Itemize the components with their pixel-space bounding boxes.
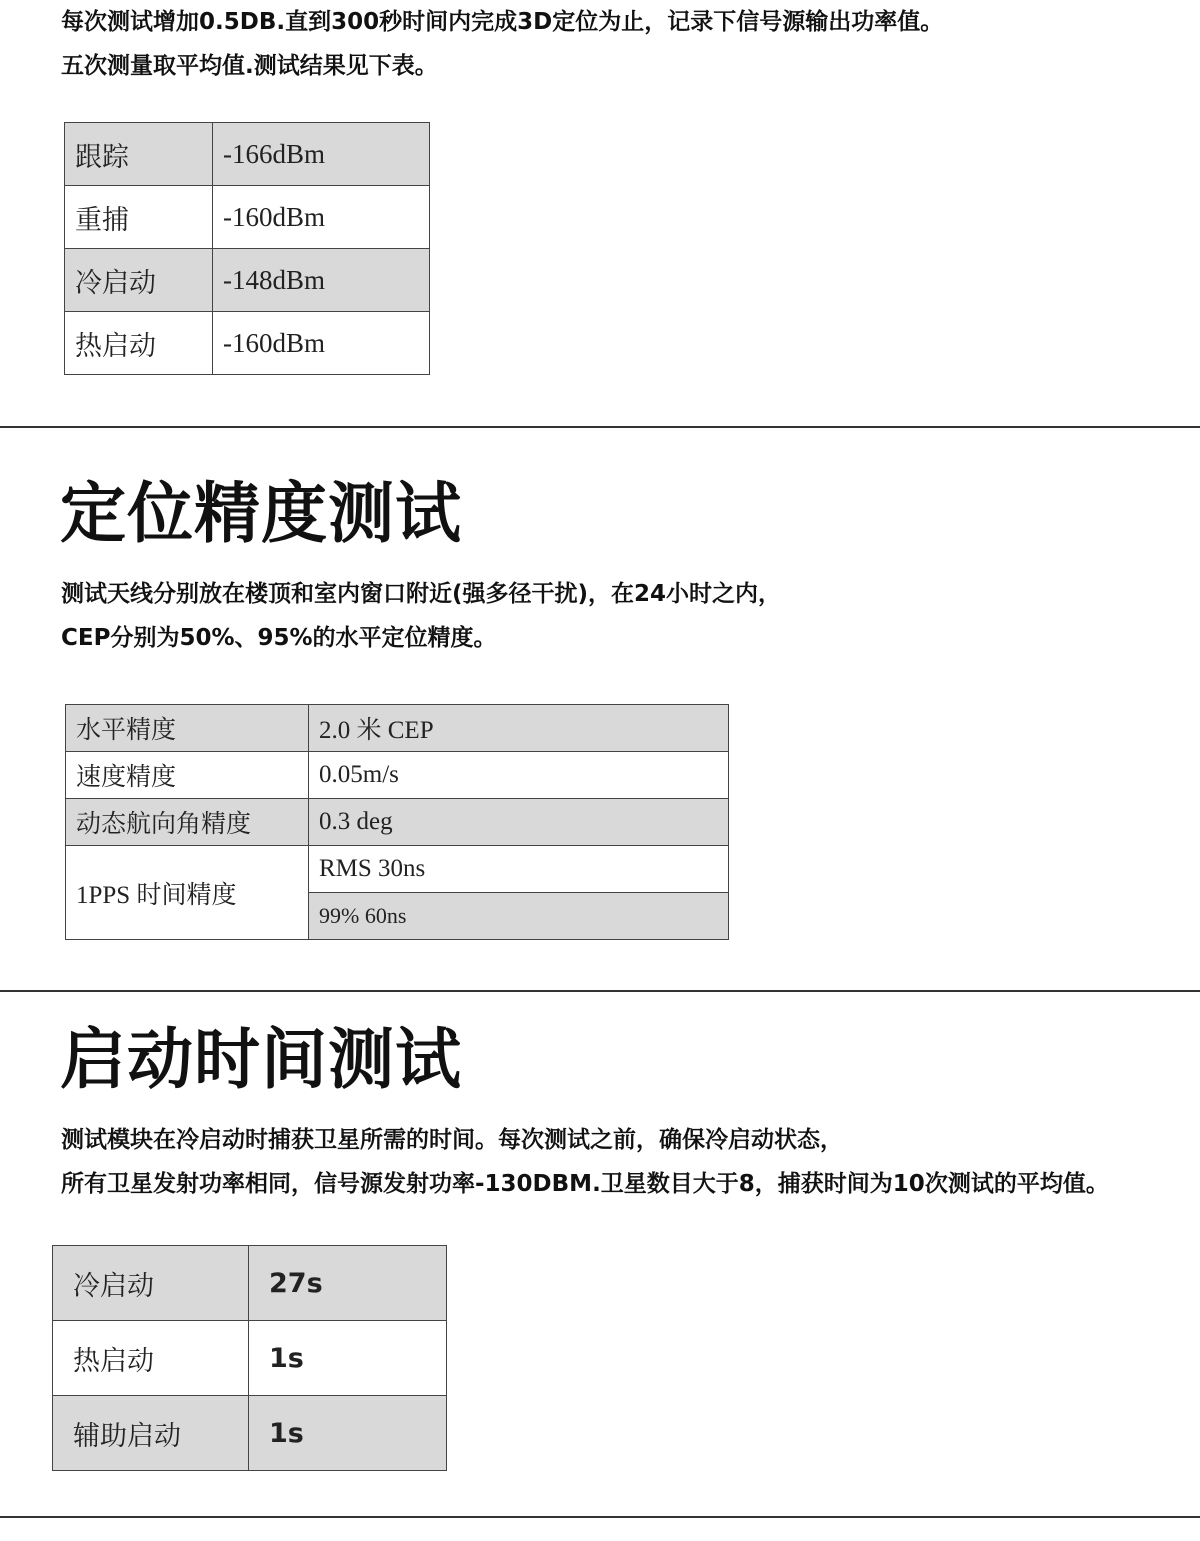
table-row: [53, 1321, 447, 1396]
startup-intro: [61, 1118, 1109, 1206]
row-label: 水平精度: [66, 705, 309, 752]
intro-line: 测试模块在冷启动时捕获卫星所需的时间。每次测试之前，确保冷启动状态，: [61, 1127, 843, 1153]
table-row: [65, 186, 430, 249]
table-row: [53, 1246, 447, 1321]
row-label: 速度精度: [66, 752, 309, 799]
row-value: -148dBm: [213, 249, 430, 312]
table-row: [65, 249, 430, 312]
row-label: 冷启动: [65, 249, 213, 312]
row-label: 跟踪: [65, 123, 213, 186]
section-title: 启动时间测试: [60, 1021, 462, 1098]
row-value: 1s: [249, 1321, 447, 1396]
row-label: 热启动: [65, 312, 213, 375]
table-row: [53, 1396, 447, 1471]
table-row: [66, 799, 729, 846]
intro-line: CEP分别为50%、95%的水平定位精度。: [61, 625, 497, 651]
intro-line: 测试天线分别放在楼顶和室内窗口附近(强多径干扰)，在24小时之内，: [61, 581, 782, 607]
row-value: 99% 60ns: [309, 893, 729, 940]
table-row: [66, 846, 729, 893]
intro-line: 每次测试增加0.5DB.直到300秒时间内完成3D定位为止，记录下信号源输出功率值。: [61, 9, 944, 35]
table-row: [66, 705, 729, 752]
row-label: 重捕: [65, 186, 213, 249]
row-value: 27s: [249, 1246, 447, 1321]
intro-line: 五次测量取平均值.测试结果见下表。: [61, 53, 438, 79]
row-label: 热启动: [53, 1321, 249, 1396]
row-value: 0.3 deg: [309, 799, 729, 846]
row-value: -160dBm: [213, 186, 430, 249]
row-value: RMS 30ns: [309, 846, 729, 893]
sensitivity-intro: [61, 0, 943, 88]
row-value: 2.0 米 CEP: [309, 705, 729, 752]
accuracy-table: [65, 704, 729, 940]
table-row: [65, 123, 430, 186]
section-divider: [0, 990, 1200, 992]
intro-line: 所有卫星发射功率相同，信号源发射功率-130DBM.卫星数目大于8，捕获时间为10次测试的平均值。: [61, 1171, 1109, 1197]
row-label: 1PPS 时间精度: [66, 846, 309, 940]
section-divider: [0, 1516, 1200, 1518]
row-value: 1s: [249, 1396, 447, 1471]
row-label: 冷启动: [53, 1246, 249, 1321]
sensitivity-table: [64, 122, 430, 375]
row-value: -166dBm: [213, 123, 430, 186]
startup-time-table: [52, 1245, 447, 1471]
accuracy-intro: [61, 572, 781, 660]
row-value: -160dBm: [213, 312, 430, 375]
section-title: 定位精度测试: [60, 475, 462, 552]
row-label: 动态航向角精度: [66, 799, 309, 846]
row-value: 0.05m/s: [309, 752, 729, 799]
row-label: 辅助启动: [53, 1396, 249, 1471]
table-row: [66, 752, 729, 799]
table-row: [65, 312, 430, 375]
section-divider: [0, 426, 1200, 428]
